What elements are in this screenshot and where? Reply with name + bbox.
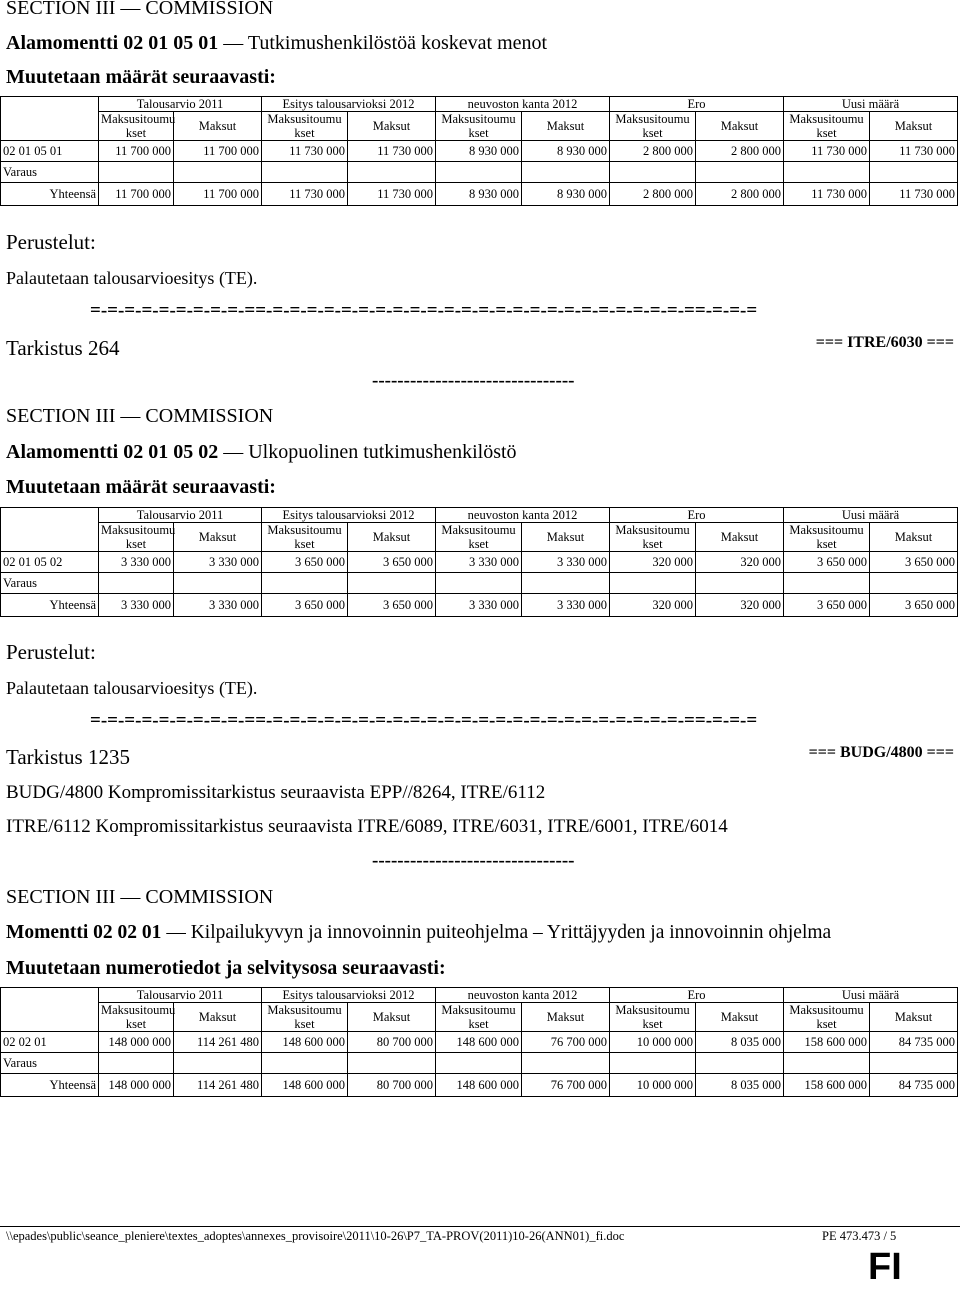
commitments-header-line: kset — [816, 1017, 837, 1031]
total-cell: 80 700 000 — [348, 1074, 436, 1097]
reserve-label: Varaus — [1, 573, 99, 594]
commitments-header-line: Maksusitoumu — [615, 112, 690, 126]
value-cell: 8 930 000 — [436, 141, 522, 162]
value-cell: 2 800 000 — [696, 141, 784, 162]
commitments-header-line: kset — [125, 537, 147, 551]
commitments-header-line: kset — [816, 126, 837, 140]
commitments-header — [262, 112, 348, 141]
empty-cell — [784, 1053, 870, 1074]
value-cell: 3 330 000 — [522, 552, 610, 573]
value-cell: 158 600 000 — [784, 1032, 870, 1053]
budget-table — [0, 507, 958, 617]
footer-path: \\epades\public\seance_pleniere\textes_adoptes\annexes_provisoire\2011\10-26\P7_TA-PROV(2011)10-26(ANN01)_fi.doc — [6, 1229, 625, 1243]
empty-cell — [174, 1053, 262, 1074]
budget-line-code: 02 01 05 01 — [1, 141, 99, 162]
payments-header: Maksut — [348, 112, 436, 141]
momentti-title — [6, 922, 831, 944]
payments-header: Maksut — [174, 112, 262, 141]
commitments-header-line: kset — [294, 126, 315, 140]
commitments-header-line: kset — [468, 537, 489, 551]
value-cell: 3 650 000 — [784, 552, 870, 573]
commitments-header-line: kset — [125, 126, 147, 140]
payments-header: Maksut — [348, 523, 436, 552]
separator-dashes: -------------------------------- — [372, 850, 575, 871]
value-cell: 76 700 000 — [522, 1032, 610, 1053]
table-row — [1, 141, 958, 162]
commitments-header-line: kset — [125, 1017, 147, 1031]
total-label: Yhteensä — [1, 1074, 99, 1097]
total-cell: 148 600 000 — [262, 1074, 348, 1097]
amendment-ref: === ITRE/6030 === — [815, 334, 954, 351]
corner-cell — [1, 508, 99, 552]
empty-cell — [174, 573, 262, 594]
amendment-title: Tarkistus 264 — [6, 336, 120, 360]
justification-text: Palautetaan talousarvioesitys (TE). — [6, 678, 258, 698]
value-cell: 11 730 000 — [262, 141, 348, 162]
commitments-header-line: kset — [468, 126, 489, 140]
table-row — [1, 1032, 958, 1053]
commitments-header — [99, 112, 174, 141]
commitments-header-line: Maksusitoumu — [441, 1003, 516, 1017]
payments-header: Maksut — [696, 1003, 784, 1032]
total-cell: 11 700 000 — [174, 183, 262, 206]
payments-header: Maksut — [696, 112, 784, 141]
empty-cell — [262, 573, 348, 594]
justification-text: Palautetaan talousarvioesitys (TE). — [6, 268, 258, 288]
momentti-dash: — — [166, 922, 186, 943]
total-cell: 8 930 000 — [436, 183, 522, 206]
empty-cell — [696, 573, 784, 594]
language-code: FI — [868, 1246, 902, 1288]
payments-header: Maksut — [522, 1003, 610, 1032]
empty-cell — [174, 162, 262, 183]
commitments-header-line: Maksusitoumu — [615, 1003, 690, 1017]
value-cell: 3 330 000 — [99, 552, 174, 573]
total-cell: 3 330 000 — [522, 594, 610, 617]
column-group-header: Esitys talousarvioksi 2012 — [262, 97, 436, 112]
budget-table — [0, 96, 958, 206]
alamomentti-name: Tutkimushenkilöstöä koskevat menot — [247, 32, 548, 54]
empty-cell — [348, 573, 436, 594]
total-cell: 158 600 000 — [784, 1074, 870, 1097]
empty-cell — [262, 162, 348, 183]
commitments-header — [610, 112, 696, 141]
empty-cell — [870, 1053, 958, 1074]
column-group-header: Talousarvio 2011 — [99, 988, 262, 1003]
total-cell: 11 730 000 — [784, 183, 870, 206]
total-cell: 11 700 000 — [99, 183, 174, 206]
alamomentti-dash: — — [223, 441, 244, 463]
separator-equals: =-=-=-=-=-=-=-=-=-==-=-=-=-=-=-=-=-=-=-=-=-=-=-=-=-=-=-=-=-=-=-=-=-=-==-=-=-= — [90, 300, 758, 321]
commitments-header — [610, 523, 696, 552]
value-cell: 10 000 000 — [610, 1032, 696, 1053]
empty-cell — [436, 1053, 522, 1074]
value-cell: 320 000 — [610, 552, 696, 573]
empty-cell — [522, 1053, 610, 1074]
column-group-header: Uusi määrä — [784, 97, 958, 112]
commitments-header-line: Maksusitoumu — [441, 112, 516, 126]
payments-header: Maksut — [870, 1003, 958, 1032]
total-cell: 148 600 000 — [436, 1074, 522, 1097]
commitments-header — [436, 523, 522, 552]
empty-cell — [262, 1053, 348, 1074]
commitments-header-line: Maksusitoumu — [789, 1003, 864, 1017]
value-cell: 84 735 000 — [870, 1032, 958, 1053]
empty-cell — [696, 1053, 784, 1074]
total-cell: 320 000 — [610, 594, 696, 617]
total-cell: 3 650 000 — [262, 594, 348, 617]
commitments-header — [262, 1003, 348, 1032]
payments-header: Maksut — [870, 523, 958, 552]
total-cell: 8 035 000 — [696, 1074, 784, 1097]
empty-cell — [870, 162, 958, 183]
alamomentti-code: Alamomentti 02 01 05 01 — [6, 32, 219, 54]
total-cell: 3 650 000 — [348, 594, 436, 617]
empty-cell — [436, 573, 522, 594]
commitments-header — [610, 1003, 696, 1032]
column-group-header: Ero — [610, 508, 784, 523]
payments-header: Maksut — [870, 112, 958, 141]
commitments-header — [436, 1003, 522, 1032]
value-cell: 148 600 000 — [436, 1032, 522, 1053]
payments-header: Maksut — [174, 523, 262, 552]
empty-cell — [610, 1053, 696, 1074]
commitments-header — [99, 1003, 174, 1032]
alamomentti-title — [6, 32, 547, 55]
commitments-header-line: Maksusitoumu — [267, 523, 342, 537]
empty-cell — [348, 1053, 436, 1074]
amendment-ref: === BUDG/4800 === — [808, 744, 954, 761]
total-label: Yhteensä — [1, 183, 99, 206]
value-cell: 11 730 000 — [870, 141, 958, 162]
value-cell: 2 800 000 — [610, 141, 696, 162]
total-cell: 76 700 000 — [522, 1074, 610, 1097]
change-instruction: Muutetaan määrät seuraavasti: — [6, 476, 276, 498]
value-cell: 11 730 000 — [784, 141, 870, 162]
table-row — [1, 1053, 958, 1074]
commitments-header — [262, 523, 348, 552]
budget-line-code: 02 01 05 02 — [1, 552, 99, 573]
total-cell: 320 000 — [696, 594, 784, 617]
value-cell: 11 700 000 — [174, 141, 262, 162]
momentti-code: Momentti 02 02 01 — [6, 922, 162, 943]
amendment-note: BUDG/4800 Kompromissitarkistus seuraavista EPP//8264, ITRE/6112 — [6, 782, 546, 803]
commitments-header — [784, 1003, 870, 1032]
total-cell: 3 330 000 — [99, 594, 174, 617]
change-instruction: Muutetaan määrät seuraavasti: — [6, 66, 276, 88]
corner-cell — [1, 988, 99, 1032]
total-cell: 3 650 000 — [870, 594, 958, 617]
table-row — [1, 183, 958, 206]
total-cell: 11 730 000 — [348, 183, 436, 206]
value-cell: 11 730 000 — [348, 141, 436, 162]
amendment-note: ITRE/6112 Kompromissitarkistus seuraavista ITRE/6089, ITRE/6031, ITRE/6001, ITRE/6014 — [6, 816, 728, 837]
footer-page: PE 473.473 / 5 — [822, 1229, 897, 1243]
footer-rule — [0, 1226, 960, 1227]
value-cell: 11 700 000 — [99, 141, 174, 162]
payments-header: Maksut — [696, 523, 784, 552]
commitments-header-line: Maksusitoumu — [267, 1003, 342, 1017]
payments-header: Maksut — [522, 112, 610, 141]
momentti-name: Kilpailukyvyn ja innovoinnin puiteohjelma – Yrittäjyyden ja innovoinnin ohjelma — [190, 922, 832, 943]
table-row — [1, 552, 958, 573]
total-label: Yhteensä — [1, 594, 99, 617]
commitments-header-line: Maksusitoumu — [615, 523, 690, 537]
payments-header: Maksut — [348, 1003, 436, 1032]
value-cell: 3 650 000 — [870, 552, 958, 573]
empty-cell — [522, 573, 610, 594]
amendment-title: Tarkistus 1235 — [6, 745, 130, 769]
commitments-header-line: kset — [294, 537, 315, 551]
empty-cell — [99, 573, 174, 594]
separator-equals: =-=-=-=-=-=-=-=-=-==-=-=-=-=-=-=-=-=-=-=-=-=-=-=-=-=-=-=-=-=-=-=-=-=-==-=-=-= — [90, 710, 758, 731]
commitments-header-line: kset — [294, 1017, 315, 1031]
empty-cell — [99, 162, 174, 183]
separator-dashes: -------------------------------- — [372, 370, 575, 391]
column-group-header: Esitys talousarvioksi 2012 — [262, 988, 436, 1003]
empty-cell — [99, 1053, 174, 1074]
commitments-header-line: Maksusitoumu — [789, 523, 864, 537]
column-group-header: Talousarvio 2011 — [99, 508, 262, 523]
value-cell: 320 000 — [696, 552, 784, 573]
commitments-header-line: Maksusitoumu — [101, 112, 176, 126]
empty-cell — [784, 162, 870, 183]
total-cell: 3 650 000 — [784, 594, 870, 617]
alamomentti-code: Alamomentti 02 01 05 02 — [6, 441, 219, 463]
empty-cell — [348, 162, 436, 183]
commitments-header-line: kset — [816, 537, 837, 551]
value-cell: 148 600 000 — [262, 1032, 348, 1053]
commitments-header-line: Maksusitoumu — [101, 1003, 176, 1017]
value-cell: 8 930 000 — [522, 141, 610, 162]
section-heading: SECTION III — COMMISSION — [6, 886, 274, 908]
value-cell: 3 650 000 — [348, 552, 436, 573]
value-cell: 3 330 000 — [174, 552, 262, 573]
commitments-header-line: kset — [642, 126, 663, 140]
column-group-header: Uusi määrä — [784, 988, 958, 1003]
column-group-header: Uusi määrä — [784, 508, 958, 523]
corner-cell — [1, 97, 99, 141]
empty-cell — [870, 573, 958, 594]
column-group-header: Ero — [610, 988, 784, 1003]
commitments-header-line: kset — [468, 1017, 489, 1031]
reserve-label: Varaus — [1, 1053, 99, 1074]
column-group-header: Esitys talousarvioksi 2012 — [262, 508, 436, 523]
total-cell: 11 730 000 — [262, 183, 348, 206]
value-cell: 3 330 000 — [436, 552, 522, 573]
alamomentti-title — [6, 441, 517, 464]
justification-heading: Perustelut: — [6, 230, 96, 254]
value-cell: 80 700 000 — [348, 1032, 436, 1053]
total-cell: 3 330 000 — [174, 594, 262, 617]
empty-cell — [696, 162, 784, 183]
empty-cell — [522, 162, 610, 183]
column-group-header: neuvoston kanta 2012 — [436, 97, 610, 112]
commitments-header-line: Maksusitoumu — [267, 112, 342, 126]
section-heading: SECTION III — COMMISSION — [6, 405, 274, 427]
total-cell: 114 261 480 — [174, 1074, 262, 1097]
total-cell: 84 735 000 — [870, 1074, 958, 1097]
commitments-header — [99, 523, 174, 552]
table-row — [1, 573, 958, 594]
table-row — [1, 1074, 958, 1097]
payments-header: Maksut — [174, 1003, 262, 1032]
commitments-header — [436, 112, 522, 141]
total-cell: 148 000 000 — [99, 1074, 174, 1097]
empty-cell — [610, 573, 696, 594]
total-cell: 2 800 000 — [610, 183, 696, 206]
total-cell: 10 000 000 — [610, 1074, 696, 1097]
commitments-header-line: kset — [642, 537, 663, 551]
reserve-label: Varaus — [1, 162, 99, 183]
alamomentti-dash: — — [223, 32, 244, 54]
budget-table — [0, 987, 958, 1097]
payments-header: Maksut — [522, 523, 610, 552]
commitments-header — [784, 523, 870, 552]
alamomentti-name: Ulkopuolinen tutkimushenkilöstö — [248, 441, 517, 463]
total-cell: 3 330 000 — [436, 594, 522, 617]
total-cell: 11 730 000 — [870, 183, 958, 206]
commitments-header-line: Maksusitoumu — [101, 523, 176, 537]
total-cell: 2 800 000 — [696, 183, 784, 206]
value-cell: 8 035 000 — [696, 1032, 784, 1053]
commitments-header-line: Maksusitoumu — [789, 112, 864, 126]
value-cell: 3 650 000 — [262, 552, 348, 573]
column-group-header: Talousarvio 2011 — [99, 97, 262, 112]
empty-cell — [436, 162, 522, 183]
table-row — [1, 162, 958, 183]
commitments-header-line: kset — [642, 1017, 663, 1031]
commitments-header — [784, 112, 870, 141]
commitments-header-line: Maksusitoumu — [441, 523, 516, 537]
column-group-header: Ero — [610, 97, 784, 112]
empty-cell — [784, 573, 870, 594]
value-cell: 148 000 000 — [99, 1032, 174, 1053]
value-cell: 114 261 480 — [174, 1032, 262, 1053]
justification-heading: Perustelut: — [6, 640, 96, 664]
column-group-header: neuvoston kanta 2012 — [436, 988, 610, 1003]
total-cell: 8 930 000 — [522, 183, 610, 206]
table-row — [1, 594, 958, 617]
budget-line-code: 02 02 01 — [1, 1032, 99, 1053]
empty-cell — [610, 162, 696, 183]
section-heading: SECTION III — COMMISSION — [6, 0, 274, 19]
column-group-header: neuvoston kanta 2012 — [436, 508, 610, 523]
change-instruction: Muutetaan numerotiedot ja selvitysosa seuraavasti: — [6, 957, 446, 979]
